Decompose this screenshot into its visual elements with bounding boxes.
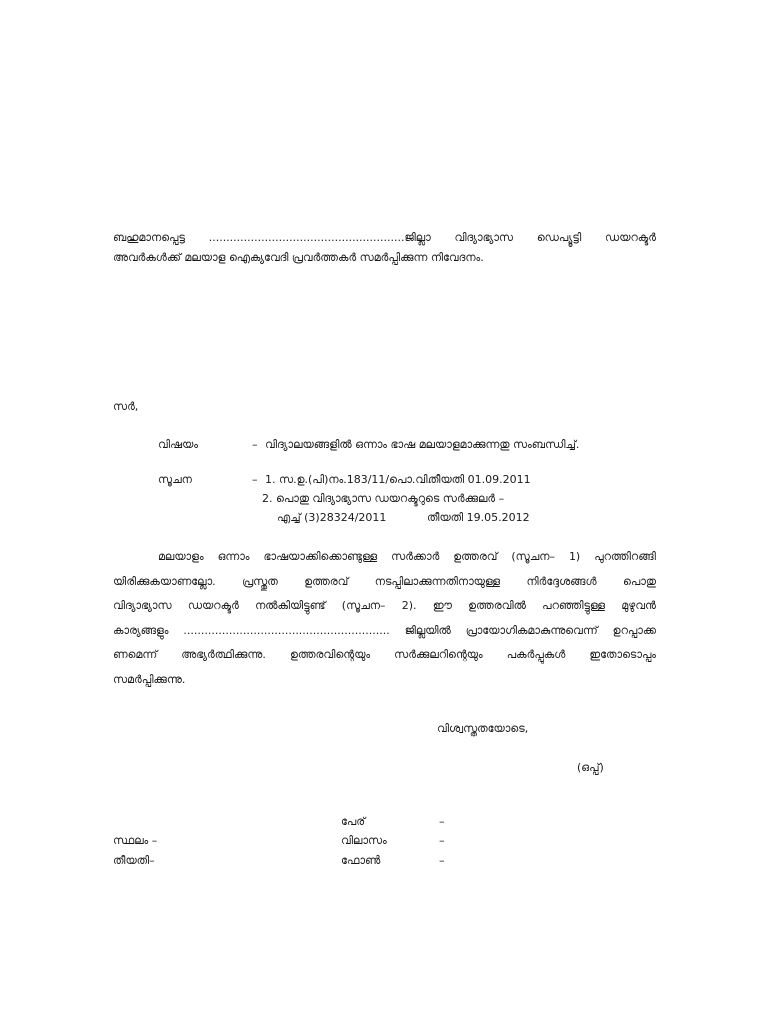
subject-dash: – bbox=[252, 438, 258, 451]
body-word: ഭാഷയാക്കിക്കൊണ്ടുള്ള bbox=[263, 550, 378, 563]
body-word: പറഞ്ഞിട്ടുള്ള bbox=[542, 599, 606, 612]
reference-label: സൂചന bbox=[158, 473, 192, 486]
body-word: ഉത്തരവിന്റെയും bbox=[289, 648, 371, 661]
body-line bbox=[113, 619, 656, 644]
body-word: നൽകിയിട്ടുണ്ട് bbox=[255, 599, 326, 612]
body-word: ഈ bbox=[432, 599, 452, 612]
body-line bbox=[113, 594, 656, 619]
body-word: പൊതു bbox=[623, 574, 656, 588]
reference-1-date: തീയതി 01.09.2011 bbox=[428, 473, 531, 486]
body-word: ഡയറക്ടർ bbox=[187, 599, 239, 612]
body-word: (സൂചന– bbox=[341, 599, 386, 612]
reference-2-number: എച്ച് (3)28324/2011 bbox=[277, 511, 387, 524]
reference-2-text: 2. പൊതു വിദ്യാഭ്യാസ ഡയറക്ടറുടെ സർക്കുലർ – bbox=[262, 492, 505, 505]
subject-label: വിഷയം bbox=[158, 438, 198, 451]
name-dash: – bbox=[439, 815, 445, 828]
address-word: ........................................................ജില്ലാ bbox=[208, 231, 431, 244]
body-line bbox=[113, 643, 656, 668]
address-word: വിദ്യാഭ്യാസ bbox=[454, 231, 514, 244]
reference-dash: – bbox=[252, 473, 258, 486]
address-word: ഡയറക്ടർ bbox=[605, 231, 656, 244]
body-word: സർക്കാർ bbox=[391, 550, 440, 563]
body-word: പുറത്തിറങ്ങി bbox=[594, 550, 656, 563]
body-word: ഒന്നാം bbox=[217, 550, 250, 563]
body-line bbox=[113, 570, 656, 595]
body-word: ഉത്തരവ് bbox=[453, 550, 498, 563]
body-word: ജില്ലയിൽ bbox=[404, 623, 451, 637]
signature: (ഒപ്പ്) bbox=[577, 761, 604, 774]
body-line bbox=[113, 545, 656, 570]
reference-2-date: തീയതി 19.05.2012 bbox=[427, 511, 530, 524]
body-word: 1) bbox=[568, 550, 581, 563]
body-word: സർക്കുലറിന്റെയും bbox=[394, 648, 483, 661]
body-word: സമർപ്പിക്കുന്നു. bbox=[113, 672, 186, 686]
phone-label: ഫോൺ bbox=[341, 854, 381, 867]
body-word: കാര്യങ്ങളും bbox=[113, 623, 169, 637]
body-word: വിദ്യാഭ്യാസ bbox=[113, 599, 172, 612]
body-word: പ്രായോഗികമാകുന്നുവെന്ന് bbox=[465, 623, 598, 637]
salutation: സർ, bbox=[113, 400, 139, 413]
address-line-2: അവർകൾക്ക് മലയാള ഐക്യവേദി പ്രവർത്തകർ സമർപ്പിക്കുന്ന നിവേദനം. bbox=[113, 251, 484, 264]
reference-1-number: 1. സ.ഉ.(പി)നം.183/11/പൊ.വി. bbox=[265, 473, 431, 486]
body-word: പകർപ്പുകൾ bbox=[506, 648, 566, 661]
body-word: ഉത്തരവിൽ bbox=[468, 599, 526, 612]
body-word: മുഴുവൻ bbox=[621, 599, 656, 612]
body-word: ഇതോടൊപ്പം bbox=[589, 648, 656, 661]
address-line-1 bbox=[113, 231, 656, 245]
body-word: യിരിക്കുകയാണല്ലോ. bbox=[113, 574, 216, 588]
body-word: അഭ്യർത്ഥിക്കുന്നു. bbox=[181, 648, 266, 661]
body-word: നടപ്പിലാക്കുന്നതിനായുള്ള bbox=[374, 574, 501, 588]
name-label: പേര് bbox=[341, 815, 366, 828]
body-word: നിർദ്ദേശങ്ങൾ bbox=[526, 574, 597, 588]
address-word: ഡെപ്യൂട്ടി bbox=[536, 231, 582, 244]
subject-text: വിദ്യാലയങ്ങളിൽ ഒന്നാം ഭാഷ മലയാളമാക്കുന്നതു സംബന്ധിച്ച്. bbox=[265, 438, 580, 451]
body-word: മലയാളം bbox=[158, 550, 204, 563]
body-word: പ്രസ്തുത bbox=[242, 574, 278, 588]
address-label: വിലാസം bbox=[341, 834, 387, 847]
date-label: തീയതി– bbox=[113, 854, 155, 867]
body-word: ........................................................... bbox=[183, 623, 390, 637]
body-line bbox=[113, 668, 656, 693]
body-word: 2). bbox=[401, 599, 417, 612]
closing: വിശ്വസ്തതയോടെ, bbox=[437, 722, 529, 735]
body-word: ഉത്തരവ് bbox=[304, 574, 349, 588]
body-paragraph bbox=[113, 545, 656, 692]
address-dash: – bbox=[439, 834, 445, 847]
place-label: സ്ഥലം – bbox=[113, 834, 158, 847]
body-word: ഉറപ്പാക്ക bbox=[612, 623, 656, 637]
body-word: (സൂചന– bbox=[511, 550, 555, 563]
phone-dash: – bbox=[439, 854, 445, 867]
address-word: ബഹുമാനപ്പെട്ട bbox=[113, 231, 185, 244]
body-word: ണമെന്ന് bbox=[113, 648, 158, 661]
